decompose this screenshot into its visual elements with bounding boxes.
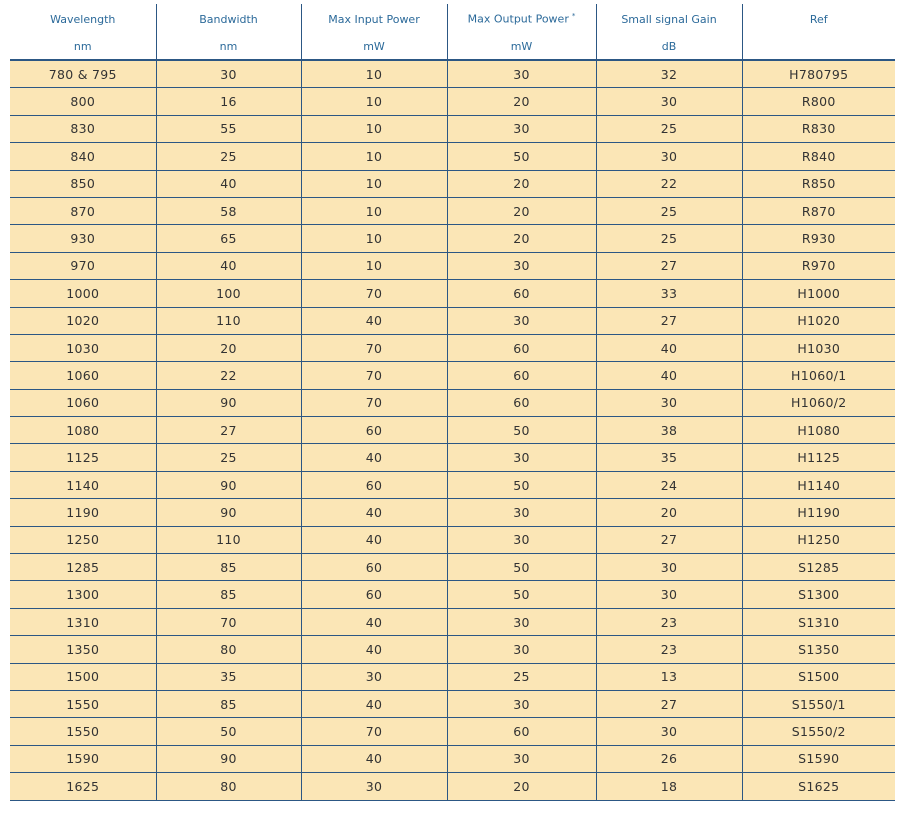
cell-small-signal-gain: 30 bbox=[596, 389, 742, 416]
cell-ref: H1060/1 bbox=[742, 362, 895, 389]
cell-ref: S1285 bbox=[742, 554, 895, 581]
cell-max-output-power: 30 bbox=[447, 608, 596, 635]
table-row bbox=[10, 581, 895, 608]
footnote-mark: * bbox=[571, 12, 576, 21]
cell-max-input-power: 10 bbox=[301, 252, 447, 279]
unit-wavelength: nm bbox=[10, 34, 156, 60]
cell-small-signal-gain: 30 bbox=[596, 143, 742, 170]
cell-wavelength: 1550 bbox=[10, 690, 156, 717]
table-row bbox=[10, 663, 895, 690]
cell-wavelength: 1550 bbox=[10, 718, 156, 745]
unit-max-input-power: mW bbox=[301, 34, 447, 60]
cell-max-input-power: 60 bbox=[301, 554, 447, 581]
cell-bandwidth: 50 bbox=[156, 718, 301, 745]
header-small-signal-gain: Small signal Gain bbox=[596, 4, 742, 34]
cell-small-signal-gain: 27 bbox=[596, 252, 742, 279]
cell-bandwidth: 65 bbox=[156, 225, 301, 252]
cell-max-input-power: 70 bbox=[301, 280, 447, 307]
cell-max-input-power: 70 bbox=[301, 334, 447, 361]
cell-max-input-power: 40 bbox=[301, 608, 447, 635]
cell-wavelength: 800 bbox=[10, 88, 156, 115]
cell-small-signal-gain: 23 bbox=[596, 608, 742, 635]
table-row bbox=[10, 225, 895, 252]
cell-bandwidth: 40 bbox=[156, 170, 301, 197]
cell-max-output-power: 30 bbox=[447, 499, 596, 526]
cell-max-input-power: 30 bbox=[301, 663, 447, 690]
cell-wavelength: 1250 bbox=[10, 526, 156, 553]
table-row bbox=[10, 197, 895, 224]
cell-small-signal-gain: 27 bbox=[596, 307, 742, 334]
cell-bandwidth: 90 bbox=[156, 499, 301, 526]
cell-wavelength: 840 bbox=[10, 143, 156, 170]
cell-bandwidth: 85 bbox=[156, 690, 301, 717]
cell-ref: H1000 bbox=[742, 280, 895, 307]
table-row bbox=[10, 307, 895, 334]
cell-bandwidth: 110 bbox=[156, 526, 301, 553]
table-row bbox=[10, 718, 895, 745]
cell-wavelength: 970 bbox=[10, 252, 156, 279]
cell-ref: H1060/2 bbox=[742, 389, 895, 416]
cell-max-output-power: 20 bbox=[447, 773, 596, 800]
cell-bandwidth: 85 bbox=[156, 581, 301, 608]
cell-max-output-power: 30 bbox=[447, 115, 596, 142]
cell-bandwidth: 100 bbox=[156, 280, 301, 307]
cell-ref: H1030 bbox=[742, 334, 895, 361]
cell-wavelength: 930 bbox=[10, 225, 156, 252]
cell-max-input-power: 10 bbox=[301, 88, 447, 115]
cell-max-input-power: 40 bbox=[301, 636, 447, 663]
cell-bandwidth: 22 bbox=[156, 362, 301, 389]
cell-max-input-power: 40 bbox=[301, 526, 447, 553]
header-ref: Ref bbox=[742, 4, 895, 34]
cell-wavelength: 780 & 795 bbox=[10, 60, 156, 88]
header-names-row bbox=[10, 4, 895, 34]
cell-bandwidth: 110 bbox=[156, 307, 301, 334]
cell-max-input-power: 70 bbox=[301, 362, 447, 389]
cell-small-signal-gain: 27 bbox=[596, 690, 742, 717]
cell-max-input-power: 10 bbox=[301, 197, 447, 224]
cell-max-input-power: 10 bbox=[301, 115, 447, 142]
cell-max-input-power: 40 bbox=[301, 444, 447, 471]
cell-max-output-power: 20 bbox=[447, 170, 596, 197]
cell-small-signal-gain: 25 bbox=[596, 225, 742, 252]
cell-max-input-power: 40 bbox=[301, 499, 447, 526]
cell-wavelength: 870 bbox=[10, 197, 156, 224]
table-row bbox=[10, 170, 895, 197]
cell-max-input-power: 10 bbox=[301, 170, 447, 197]
cell-max-output-power: 30 bbox=[447, 307, 596, 334]
cell-bandwidth: 55 bbox=[156, 115, 301, 142]
cell-max-output-power: 25 bbox=[447, 663, 596, 690]
table-row bbox=[10, 444, 895, 471]
cell-max-output-power: 30 bbox=[447, 60, 596, 88]
unit-small-signal-gain: dB bbox=[596, 34, 742, 60]
cell-ref: H1080 bbox=[742, 417, 895, 444]
table-row bbox=[10, 471, 895, 498]
cell-max-output-power: 50 bbox=[447, 417, 596, 444]
cell-small-signal-gain: 18 bbox=[596, 773, 742, 800]
cell-bandwidth: 90 bbox=[156, 471, 301, 498]
header-max-output-power bbox=[447, 4, 596, 34]
cell-wavelength: 1080 bbox=[10, 417, 156, 444]
cell-small-signal-gain: 40 bbox=[596, 334, 742, 361]
cell-ref: S1550/2 bbox=[742, 718, 895, 745]
cell-max-input-power: 60 bbox=[301, 581, 447, 608]
spec-table bbox=[10, 4, 895, 801]
cell-max-input-power: 70 bbox=[301, 389, 447, 416]
table-row bbox=[10, 636, 895, 663]
cell-wavelength: 1300 bbox=[10, 581, 156, 608]
cell-small-signal-gain: 26 bbox=[596, 745, 742, 772]
cell-ref: R800 bbox=[742, 88, 895, 115]
cell-small-signal-gain: 24 bbox=[596, 471, 742, 498]
cell-max-output-power: 60 bbox=[447, 334, 596, 361]
cell-bandwidth: 25 bbox=[156, 444, 301, 471]
cell-small-signal-gain: 13 bbox=[596, 663, 742, 690]
cell-max-output-power: 60 bbox=[447, 362, 596, 389]
cell-ref: H780795 bbox=[742, 60, 895, 88]
table-row bbox=[10, 280, 895, 307]
cell-max-output-power: 20 bbox=[447, 88, 596, 115]
cell-small-signal-gain: 40 bbox=[596, 362, 742, 389]
cell-max-output-power: 30 bbox=[447, 745, 596, 772]
table-row bbox=[10, 252, 895, 279]
cell-ref: H1140 bbox=[742, 471, 895, 498]
cell-max-input-power: 10 bbox=[301, 60, 447, 88]
table-row bbox=[10, 499, 895, 526]
cell-max-output-power: 50 bbox=[447, 554, 596, 581]
cell-bandwidth: 80 bbox=[156, 636, 301, 663]
table-row bbox=[10, 526, 895, 553]
cell-wavelength: 1190 bbox=[10, 499, 156, 526]
cell-max-output-power: 60 bbox=[447, 280, 596, 307]
cell-small-signal-gain: 35 bbox=[596, 444, 742, 471]
cell-bandwidth: 25 bbox=[156, 143, 301, 170]
cell-max-input-power: 30 bbox=[301, 773, 447, 800]
cell-max-input-power: 10 bbox=[301, 143, 447, 170]
cell-wavelength: 1625 bbox=[10, 773, 156, 800]
cell-small-signal-gain: 30 bbox=[596, 554, 742, 581]
table-row bbox=[10, 60, 895, 88]
unit-max-output-power: mW bbox=[447, 34, 596, 60]
table-row bbox=[10, 143, 895, 170]
header-bandwidth: Bandwidth bbox=[156, 4, 301, 34]
cell-max-output-power: 30 bbox=[447, 636, 596, 663]
header-wavelength: Wavelength bbox=[10, 4, 156, 34]
cell-max-output-power: 50 bbox=[447, 581, 596, 608]
cell-small-signal-gain: 33 bbox=[596, 280, 742, 307]
cell-ref: R850 bbox=[742, 170, 895, 197]
cell-ref: S1300 bbox=[742, 581, 895, 608]
cell-wavelength: 1030 bbox=[10, 334, 156, 361]
cell-ref: H1190 bbox=[742, 499, 895, 526]
cell-max-output-power: 50 bbox=[447, 143, 596, 170]
cell-small-signal-gain: 30 bbox=[596, 581, 742, 608]
cell-small-signal-gain: 30 bbox=[596, 718, 742, 745]
cell-max-output-power: 60 bbox=[447, 389, 596, 416]
cell-max-output-power: 30 bbox=[447, 690, 596, 717]
unit-ref bbox=[742, 34, 895, 60]
cell-max-output-power: 30 bbox=[447, 526, 596, 553]
cell-bandwidth: 80 bbox=[156, 773, 301, 800]
table-row bbox=[10, 334, 895, 361]
cell-max-input-power: 10 bbox=[301, 225, 447, 252]
table-body bbox=[10, 60, 895, 800]
cell-max-input-power: 40 bbox=[301, 307, 447, 334]
cell-ref: R970 bbox=[742, 252, 895, 279]
cell-small-signal-gain: 23 bbox=[596, 636, 742, 663]
cell-max-output-power: 30 bbox=[447, 444, 596, 471]
header-max-output-power-label: Max Output Power bbox=[467, 12, 569, 26]
cell-wavelength: 850 bbox=[10, 170, 156, 197]
cell-ref: S1350 bbox=[742, 636, 895, 663]
table-row bbox=[10, 554, 895, 581]
cell-wavelength: 1500 bbox=[10, 663, 156, 690]
cell-ref: S1625 bbox=[742, 773, 895, 800]
cell-bandwidth: 40 bbox=[156, 252, 301, 279]
cell-ref: R870 bbox=[742, 197, 895, 224]
table-row bbox=[10, 773, 895, 800]
cell-bandwidth: 90 bbox=[156, 745, 301, 772]
cell-bandwidth: 58 bbox=[156, 197, 301, 224]
cell-small-signal-gain: 38 bbox=[596, 417, 742, 444]
cell-ref: H1250 bbox=[742, 526, 895, 553]
cell-wavelength: 1140 bbox=[10, 471, 156, 498]
cell-ref: H1020 bbox=[742, 307, 895, 334]
cell-small-signal-gain: 20 bbox=[596, 499, 742, 526]
cell-max-input-power: 40 bbox=[301, 745, 447, 772]
cell-ref: R830 bbox=[742, 115, 895, 142]
cell-ref: S1310 bbox=[742, 608, 895, 635]
cell-bandwidth: 16 bbox=[156, 88, 301, 115]
table-row bbox=[10, 690, 895, 717]
cell-max-output-power: 30 bbox=[447, 252, 596, 279]
table-row bbox=[10, 389, 895, 416]
cell-wavelength: 1590 bbox=[10, 745, 156, 772]
cell-max-output-power: 20 bbox=[447, 197, 596, 224]
cell-wavelength: 1000 bbox=[10, 280, 156, 307]
cell-bandwidth: 90 bbox=[156, 389, 301, 416]
cell-wavelength: 1310 bbox=[10, 608, 156, 635]
unit-bandwidth: nm bbox=[156, 34, 301, 60]
cell-max-input-power: 40 bbox=[301, 690, 447, 717]
cell-ref: R840 bbox=[742, 143, 895, 170]
cell-max-output-power: 50 bbox=[447, 471, 596, 498]
cell-ref: S1590 bbox=[742, 745, 895, 772]
table-row bbox=[10, 88, 895, 115]
cell-wavelength: 1060 bbox=[10, 389, 156, 416]
cell-wavelength: 1125 bbox=[10, 444, 156, 471]
cell-bandwidth: 20 bbox=[156, 334, 301, 361]
table-row bbox=[10, 115, 895, 142]
cell-max-output-power: 20 bbox=[447, 225, 596, 252]
cell-ref: S1500 bbox=[742, 663, 895, 690]
cell-max-input-power: 70 bbox=[301, 718, 447, 745]
cell-small-signal-gain: 25 bbox=[596, 197, 742, 224]
header-units-row bbox=[10, 34, 895, 60]
table-row bbox=[10, 417, 895, 444]
cell-ref: H1125 bbox=[742, 444, 895, 471]
table-row bbox=[10, 608, 895, 635]
cell-wavelength: 1350 bbox=[10, 636, 156, 663]
cell-max-input-power: 60 bbox=[301, 417, 447, 444]
table-row bbox=[10, 362, 895, 389]
cell-bandwidth: 27 bbox=[156, 417, 301, 444]
cell-ref: S1550/1 bbox=[742, 690, 895, 717]
cell-bandwidth: 35 bbox=[156, 663, 301, 690]
cell-wavelength: 1060 bbox=[10, 362, 156, 389]
cell-wavelength: 1285 bbox=[10, 554, 156, 581]
cell-max-input-power: 60 bbox=[301, 471, 447, 498]
cell-bandwidth: 30 bbox=[156, 60, 301, 88]
cell-small-signal-gain: 32 bbox=[596, 60, 742, 88]
cell-wavelength: 830 bbox=[10, 115, 156, 142]
cell-small-signal-gain: 25 bbox=[596, 115, 742, 142]
cell-ref: R930 bbox=[742, 225, 895, 252]
cell-bandwidth: 70 bbox=[156, 608, 301, 635]
header-max-input-power: Max Input Power bbox=[301, 4, 447, 34]
cell-small-signal-gain: 27 bbox=[596, 526, 742, 553]
cell-small-signal-gain: 22 bbox=[596, 170, 742, 197]
cell-bandwidth: 85 bbox=[156, 554, 301, 581]
cell-max-output-power: 60 bbox=[447, 718, 596, 745]
cell-small-signal-gain: 30 bbox=[596, 88, 742, 115]
cell-wavelength: 1020 bbox=[10, 307, 156, 334]
table-row bbox=[10, 745, 895, 772]
